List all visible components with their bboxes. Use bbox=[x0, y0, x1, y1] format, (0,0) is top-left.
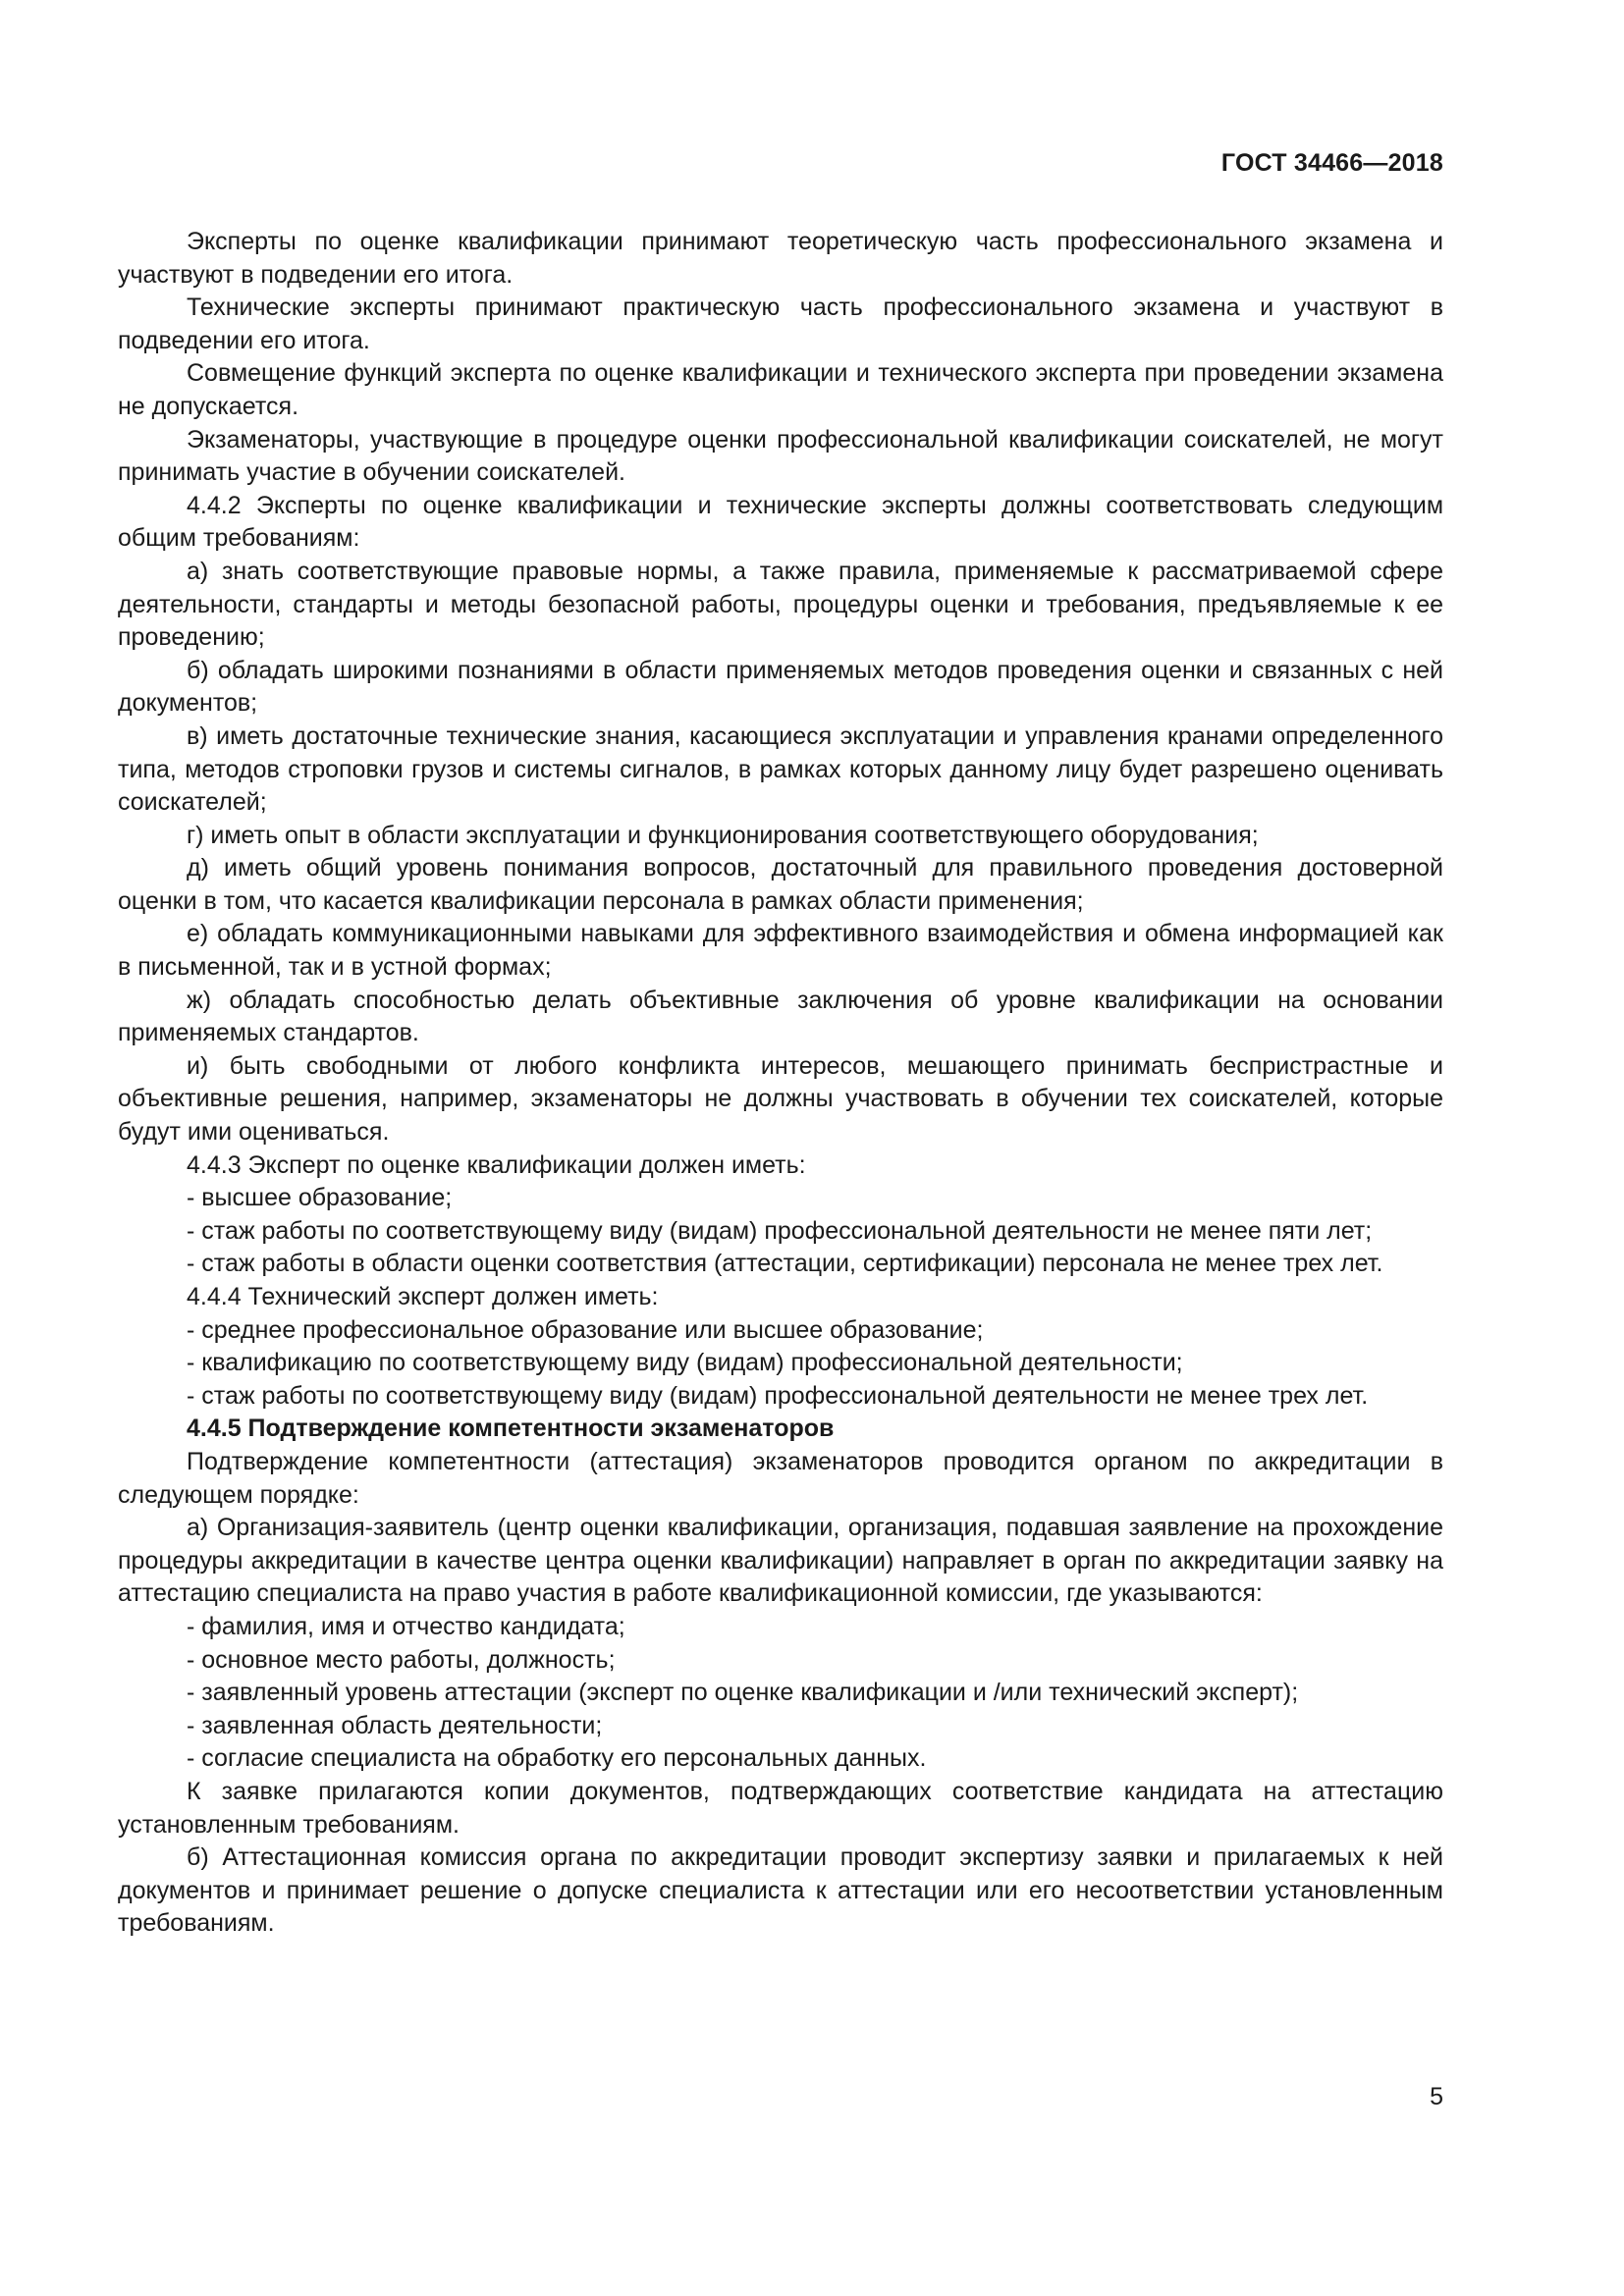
list-item: г) иметь опыт в области эксплуатации и функционирования соответствующего оборудования; bbox=[187, 821, 1259, 849]
list-item: ж) обладать способностью делать объективные заключения об уровне квалификации на основании применяемых стандартов. bbox=[118, 986, 1443, 1047]
list-item: в) иметь достаточные технические знания, касающиеся эксплуатации и управления кранами определенного типа, методов строповки грузов и системы сигналов, в рамках которых данному лицу будет разрешено оценивать соискателей; bbox=[118, 721, 1443, 817]
list-item: а) знать соответствующие правовые нормы, а также правила, применяемые к рассматриваемой сфере деятельности, стандарты и методы безопасной работы, процедуры оценки и требования, предъявляемые к ее проведению; bbox=[118, 557, 1443, 652]
list-item: б) обладать широкими познаниями в области применяемых методов проведения оценки и связанных с ней документов; bbox=[118, 656, 1443, 718]
list-item: - стаж работы в области оценки соответствия (аттестации, сертификации) персонала не менее трех лет. bbox=[187, 1250, 1383, 1278]
section-heading: 4.4.5 Подтверждение компетентности экзаменаторов bbox=[187, 1415, 835, 1443]
list-item: а) Организация-заявитель (центр оценки квалификации, организация, подавшая заявление на прохождение процедуры аккредитации в качестве центра оценки квалификации) направляет в орган по аккредитации заявку на аттестацию специалиста на право участия в работе квалификационной комиссии, где указываются: bbox=[118, 1514, 1443, 1608]
list-item: д) иметь общий уровень понимания вопросов, достаточный для правильного проведения достоверной оценки в том, что касается квалификации персонала в рамках области применения; bbox=[118, 854, 1443, 915]
paragraph: 4.4.2 Эксперты по оценке квалификации и технические эксперты должны соответствовать следующим общим требованиям: bbox=[118, 491, 1443, 553]
paragraph: 4.4.3 Эксперт по оценке квалификации должен иметь: bbox=[187, 1150, 806, 1179]
list-item: - высшее образование; bbox=[187, 1184, 453, 1212]
list-item: - стаж работы по соответствующему виду (видам) профессиональной деятельности не менее трех лет. bbox=[187, 1381, 1369, 1410]
list-item: - заявленный уровень аттестации (эксперт по оценке квалификации и /или технический эксперт); bbox=[187, 1679, 1299, 1707]
list-item: - заявленная область деятельности; bbox=[187, 1711, 603, 1739]
paragraph: 4.4.4 Технический эксперт должен иметь: bbox=[187, 1283, 659, 1310]
page-number: 5 bbox=[1430, 2083, 1443, 2110]
list-item: - квалификацию по соответствующему виду (видам) профессиональной деятельности; bbox=[187, 1349, 1183, 1377]
list-item: б) Аттестационная комиссия органа по аккредитации проводит экспертизу заявки и прилагаемых к ней документов и принимает решение о допуске специалиста к аттестации или его несоответствии установленным требованиям. bbox=[118, 1843, 1443, 1938]
list-item: е) обладать коммуникационными навыками для эффективного взаимодействия и обмена информацией как в письменной, так и в устной формах; bbox=[118, 920, 1443, 982]
list-item: - согласие специалиста на обработку его персональных данных. bbox=[187, 1744, 927, 1773]
paragraph: Подтверждение компетентности (аттестация) экзаменаторов проводится органом по аккредитации в следующем порядке: bbox=[118, 1447, 1443, 1509]
list-item: - основное место работы, должность; bbox=[187, 1645, 616, 1674]
document-code-header: ГОСТ 34466—2018 bbox=[1220, 149, 1443, 177]
paragraph: Технические эксперты принимают практическую часть профессионального экзамена и участвуют в подведении его итога. bbox=[118, 294, 1443, 354]
paragraph: Совмещение функций эксперта по оценке квалификации и технического эксперта при проведении экзамена не допускается. bbox=[118, 359, 1443, 420]
list-item: - фамилия, имя и отчество кандидата; bbox=[187, 1612, 625, 1640]
paragraph: Экзаменаторы, участвующие в процедуре оценки профессиональной квалификации соискателей, не могут принимать участие в обучении соискателей. bbox=[118, 425, 1443, 487]
list-item: - стаж работы по соответствующему виду (видам) профессиональной деятельности не менее пяти лет; bbox=[187, 1216, 1373, 1245]
list-item: - среднее профессиональное образование или высшее образование; bbox=[187, 1315, 984, 1344]
paragraph: Эксперты по оценке квалификации принимают теоретическую часть профессионального экзамена и участвуют в подведении его итога. bbox=[118, 228, 1443, 289]
list-item: и) быть свободными от любого конфликта интересов, мешающего принимать беспристрастные и объективные решения, например, экзаменаторы не должны участвовать в обучении тех соискателей, которые будут ими оцениваться. bbox=[118, 1051, 1443, 1147]
paragraph: К заявке прилагаются копии документов, подтверждающих соответствие кандидата на аттестацию установленным требованиям. bbox=[118, 1777, 1443, 1839]
document-body bbox=[118, 226, 1443, 1941]
